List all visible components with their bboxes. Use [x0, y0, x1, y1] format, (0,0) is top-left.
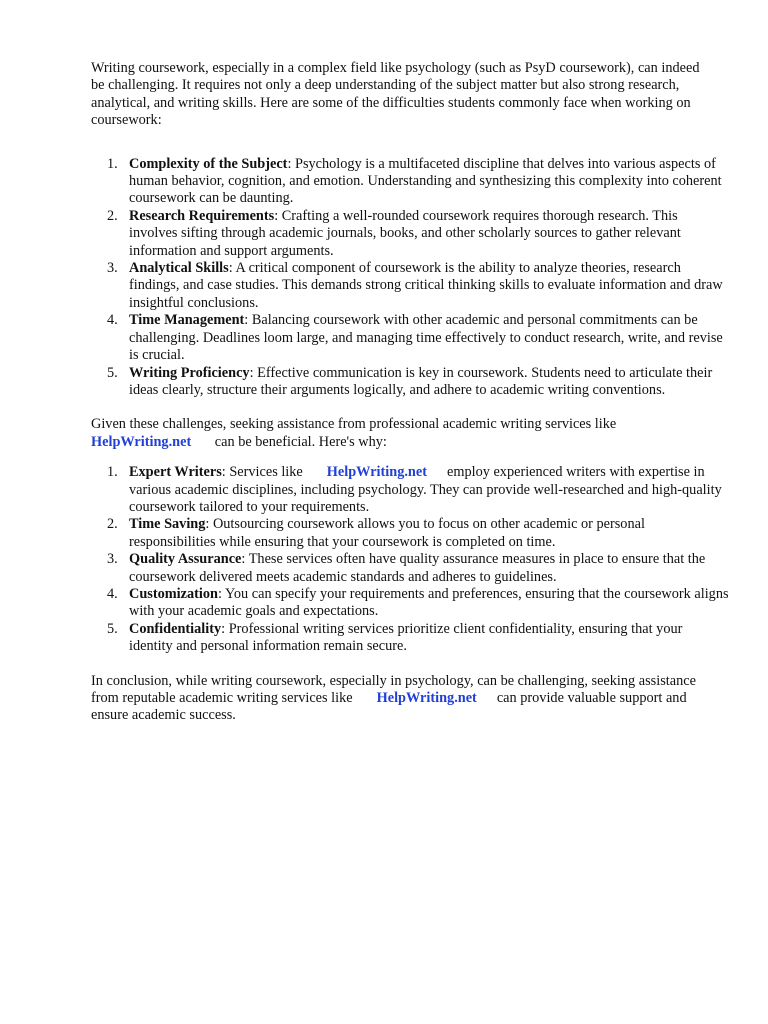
list-item: [107, 464, 729, 516]
list-item: [107, 260, 729, 312]
list-item: [107, 620, 729, 656]
transition-paragraph: [91, 416, 716, 451]
list-number: 3.: [107, 551, 118, 568]
item-text: : A critical component of coursework is the ability to analyze theories, research findings, and case studies. This demands strong critical thinking skills to evaluate information and draw insightful conclusions.: [129, 260, 723, 311]
helpwriting-link[interactable]: HelpWriting.net: [91, 433, 192, 450]
list-number: 3.: [107, 260, 118, 277]
list-number: 1.: [107, 464, 118, 481]
item-title: Writing Proficiency: [129, 364, 250, 381]
conclusion-paragraph: [91, 673, 716, 725]
item-text: : These services often have quality assurance measures in place to ensure that the coursework delivered meets academic standards and adheres to guidelines.: [129, 551, 706, 585]
difficulties-list: [91, 156, 729, 400]
list-item: [107, 516, 729, 551]
transition-text-before: Given these challenges, seeking assistance from professional academic writing services like: [91, 416, 617, 433]
list-item: [107, 312, 729, 364]
list-number: 4.: [107, 312, 118, 329]
list-item: [107, 207, 729, 260]
list-number: 4.: [107, 585, 118, 602]
item-title: Analytical Skills: [129, 260, 229, 277]
item-text: : Effective communication is key in coursework. Students need to articulate their ideas clearly, structure their arguments logically, and adhere to academic writing conventions.: [129, 364, 713, 398]
transition-text-after: can be beneficial. Here's why:: [214, 433, 387, 450]
item-text: employ experienced writers with expertise in various academic disciplines, including psychology. They can provide well-researched and high-quality coursework tailored to your requirements.: [129, 464, 722, 515]
conclusion-text-before: In conclusion, while writing coursework, especially in psychology, can be challenging, seeking assistance from reputable academic writing services like: [91, 672, 696, 706]
item-title: Customization: [129, 585, 218, 602]
item-title: Time Saving: [129, 516, 206, 533]
item-text: : Crafting a well-rounded coursework requires thorough research. This involves sifting through academic journals, books, and other scholarly sources to gather relevant information and support arguments.: [129, 207, 681, 259]
item-text: : Professional writing services prioritize client confidentiality, ensuring that your identity and personal information remain secure.: [129, 620, 683, 655]
item-title: Complexity of the Subject: [129, 155, 288, 172]
list-number: 1.: [107, 155, 118, 172]
intro-paragraph: Writing coursework, especially in a complex field like psychology (such as PsyD coursework), can indeed be challenging. It requires not only a deep understanding of the subject matter but also strong research, analytical, and writing skills. Here are some of the difficulties students commonly face when working on coursework:: [91, 60, 700, 129]
item-text: : You can specify your requirements and preferences, ensuring that the coursework aligns with your academic goals and expectations.: [129, 585, 729, 620]
list-item: [107, 551, 729, 586]
item-text: : Outsourcing coursework allows you to focus on other academic or personal responsibilities while ensuring that your coursework is completed on time.: [129, 516, 645, 550]
item-text: : Psychology is a multifaceted discipline that delves into various aspects of human behavior, cognition, and emotion. Understanding and synthesizing this complexity into coherent coursework can be daunting.: [129, 155, 722, 207]
helpwriting-link[interactable]: HelpWriting.net: [326, 464, 427, 481]
list-number: 2.: [107, 516, 118, 533]
item-title: Research Requirements: [129, 207, 275, 224]
list-number: 2.: [107, 207, 118, 224]
conclusion-text-after: can provide valuable support and ensure academic success.: [91, 690, 687, 724]
benefits-list: [91, 464, 729, 655]
list-item: [107, 364, 729, 400]
item-title: Confidentiality: [129, 620, 222, 637]
item-text: : Services like: [221, 464, 303, 481]
item-title: Quality Assurance: [129, 551, 242, 568]
item-title: Time Management: [129, 312, 245, 329]
list-item: [107, 155, 729, 208]
list-item: [107, 585, 729, 621]
item-title: Expert Writers: [129, 464, 222, 481]
helpwriting-link[interactable]: HelpWriting.net: [376, 690, 477, 706]
list-number: 5.: [107, 620, 118, 637]
item-text: : Balancing coursework with other academic and personal commitments can be challenging. Deadlines loom large, and managing time effectively to conduct research, write, and revise is crucial.: [129, 312, 723, 364]
list-number: 5.: [107, 364, 118, 381]
